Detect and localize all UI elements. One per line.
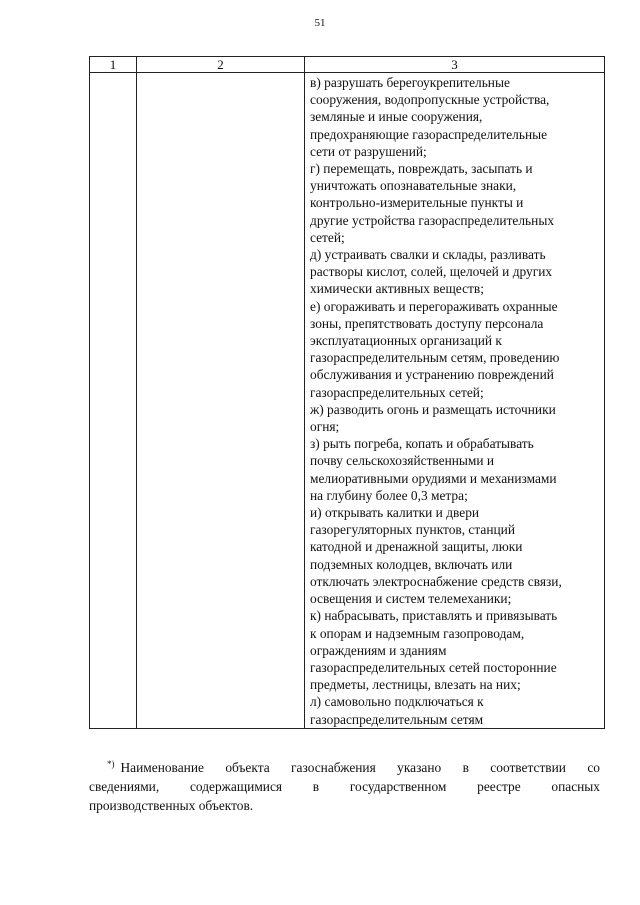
list-item-line: газораспределительным сетям, проведению (310, 350, 560, 366)
column-header-2: 2 (137, 57, 305, 73)
list-item-line: е) огораживать и перегораживать охранные (310, 298, 558, 314)
list-item-line: ограждениям и зданиям (310, 642, 447, 658)
list-item-line: предохраняющие газораспределительные (310, 126, 548, 142)
list-item-line: газорегуляторных пунктов, станций (310, 522, 516, 538)
list-item-line: предметы, лестницы, влезать на них; (310, 677, 521, 693)
list-item-line: обслуживания и устранению повреждений (310, 367, 554, 383)
list-item-line: и) открывать калитки и двери (310, 505, 480, 521)
document-table (89, 56, 605, 729)
list-item-line: мелиоративными орудиями и механизмами (310, 470, 557, 486)
footnote-line-2: сведениями, содержащимися в государственном реестре опасных (89, 779, 600, 794)
cell-col-2 (137, 73, 305, 729)
list-item-line: другие устройства газораспределительных (310, 212, 555, 228)
list-item-line: отключать электроснабжение средств связи, (310, 573, 562, 589)
list-item-line: огня; (310, 419, 340, 435)
prohibition-list (305, 73, 604, 728)
list-item-line: г) перемещать, повреждать, засыпать и (310, 161, 533, 177)
table-row (90, 73, 605, 729)
table-header-row (90, 57, 605, 73)
footnote-line-3: производственных объектов. (89, 798, 254, 813)
list-item-line: растворы кислот, солей, щелочей и других (310, 264, 553, 280)
cell-col-3 (305, 73, 605, 729)
footnote-text-1: Наименование объекта газоснабжения указано в соответствии со (120, 760, 600, 775)
list-item-line: газораспределительным сетям (310, 711, 484, 727)
list-item-line: з) рыть погреба, копать и обрабатывать (310, 436, 534, 452)
list-item-line: ж) разводить огонь и размещать источники (310, 401, 556, 417)
list-item-line: освещения и систем телемеханики; (310, 591, 512, 607)
list-item-line: уничтожать опознавательные знаки, (310, 178, 517, 194)
list-item-line: на глубину более 0,3 метра; (310, 487, 468, 503)
list-item-line: сооружения, водопропускные устройства, (310, 92, 550, 108)
list-item-line: сетей; (310, 229, 345, 245)
column-header-3: 3 (305, 57, 605, 73)
footnote-line-1 (107, 755, 600, 777)
footnote (89, 755, 600, 815)
footnote-marker: *) (107, 759, 115, 769)
list-item-line: подземных колодцев, включать или (310, 556, 513, 572)
list-item-line: земляные и иные сооружения, (310, 109, 483, 125)
list-item-line: химически активных веществ; (310, 281, 484, 297)
list-item-line: эксплуатационных организаций к (310, 333, 502, 349)
list-item-line: зоны, препятствовать доступу персонала (310, 315, 544, 331)
column-header-1: 1 (90, 57, 137, 73)
list-item-line: контрольно-измерительные пункты и (310, 195, 524, 211)
list-item-line: газораспределительных сетей посторонние (310, 659, 557, 675)
list-item-line: почву сельскохозяйственными и (310, 453, 495, 469)
list-item-line: в) разрушать берегоукрепительные (310, 75, 510, 90)
list-item-line: к) набрасывать, приставлять и привязывать (310, 608, 558, 624)
list-item-line: катодной и дренажной защиты, люки (310, 539, 523, 555)
cell-col-1 (90, 73, 137, 729)
page-number: 51 (314, 17, 326, 29)
list-item-line: л) самовольно подключаться к (310, 694, 484, 710)
list-item-line: сети от разрушений; (310, 143, 427, 159)
list-item-line: газораспределительных сетей; (310, 384, 484, 400)
list-item-line: д) устраивать свалки и склады, разливать (310, 247, 546, 263)
list-item-line: к опорам и надземным газопроводам, (310, 625, 525, 641)
